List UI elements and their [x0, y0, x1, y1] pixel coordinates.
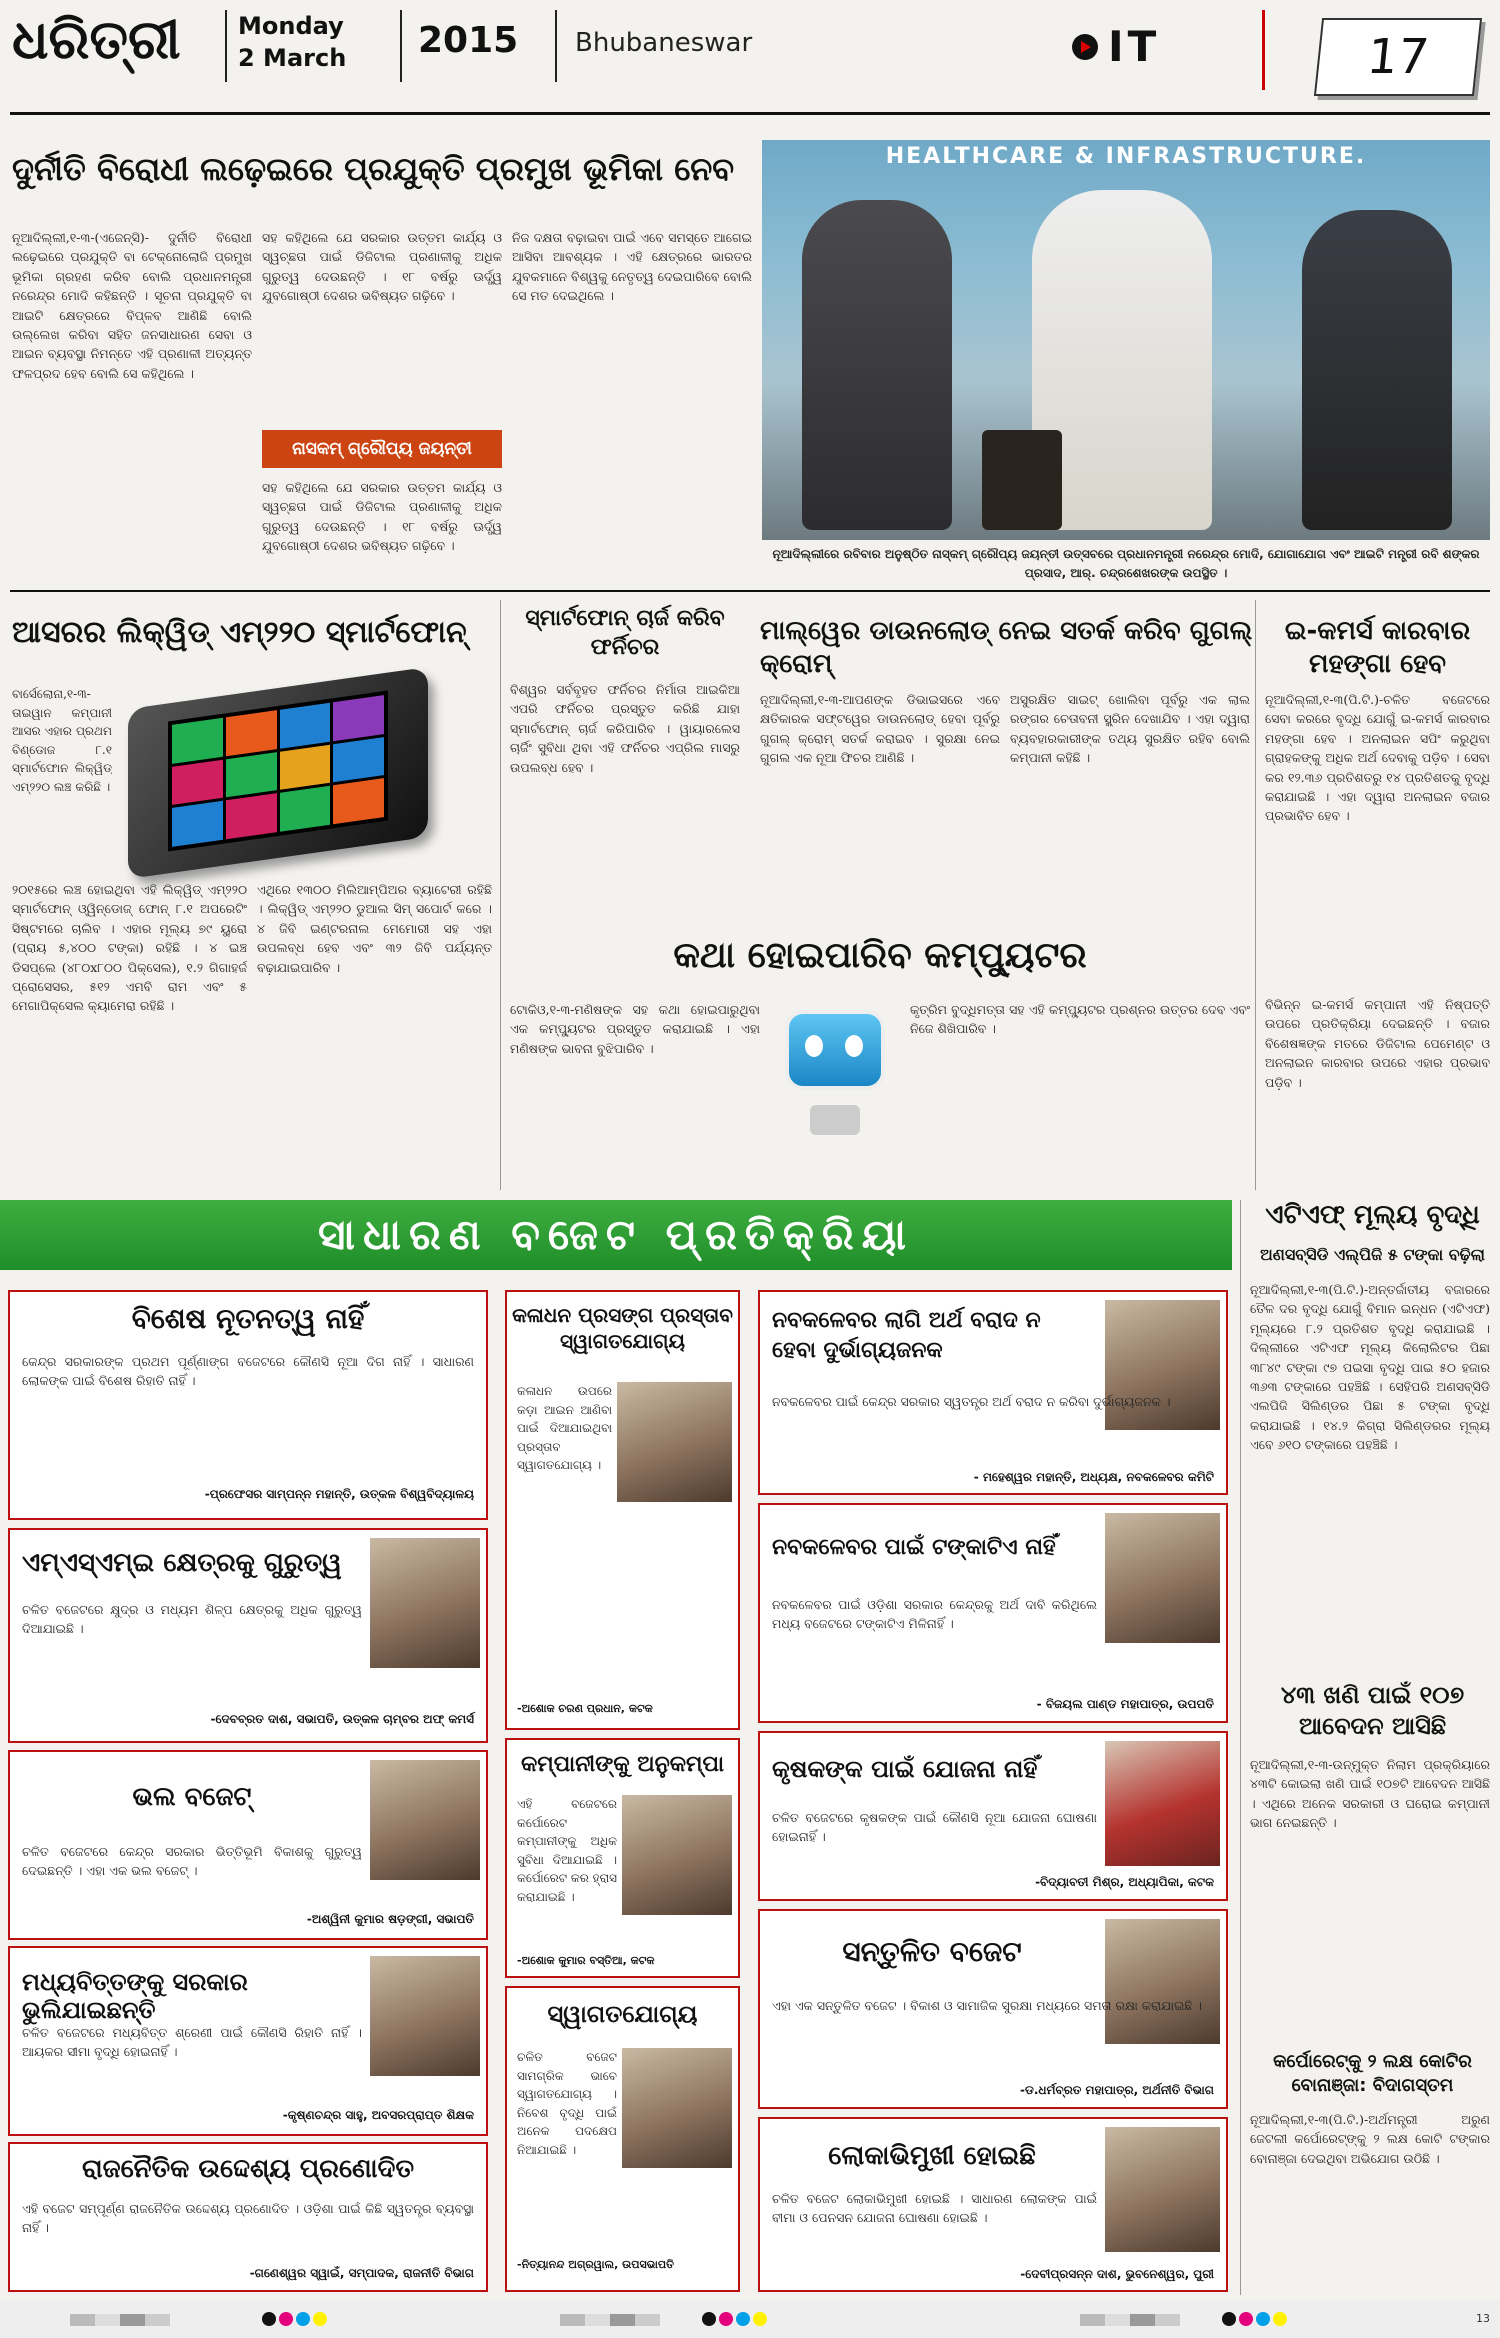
budget-item-body: ନବକଳେବର ପାଇଁ କେନ୍ଦ୍ର ସରକାର ସ୍ୱତନ୍ତ୍ର ଅର୍ଥ ବରାଦ ନ କରିବା ଦୁର୍ଭାଗ୍ୟଜନକ ।: [772, 1394, 1171, 1409]
masthead-date: 2 March: [238, 44, 347, 72]
liquid-side: ବାର୍ସେଲୋନା,୧-୩- ତାଇୱାନ କମ୍ପାନୀ ଆସର ଏହାର ପ୍ରଥମ ବିଣ୍ଡୋଜ ୮.୧ ସ୍ମାର୍ଟଫୋନ ଲିକ୍ୱିଡ୍ ଏମ୍୨୨୦ ଲଞ୍ଚ କରିଛି ।: [12, 687, 112, 794]
masthead: [0, 0, 1500, 115]
lead-col-3: ନିଜ ଦକ୍ଷତା ବଢ଼ାଇବା ପାଇଁ ଏବେ ସମସ୍ତେ ଆଗେଇ ଆସିବା ଆବଶ୍ୟକ । ଏହି କ୍ଷେତ୍ରରେ ଭାରତର ଯୁବକମାନେ ବିଶ୍ୱକୁ ନେତୃତ୍ୱ ଦେଇପାରିବେ ବୋଲି ସେ ମତ ଦେଇଥିଲେ ।: [512, 230, 752, 304]
budget-item-byline: -ପ୍ରଫେସର ସାମ୍ପନ୍ନ ମହାନ୍ତି, ଉତ୍କଳ ବିଶ୍ୱବିଦ୍ୟାଳୟ: [204, 1487, 474, 1501]
budget-item-4: [8, 1946, 488, 2136]
liquid-headline: ଆସରର ଲିକ୍ୱିଡ୍ ଏମ୍୨୨୦ ସ୍ମାର୍ଟଫୋନ୍: [12, 615, 467, 650]
budget-item-byline: -ଡ.ଧର୍ମବ୍ରତ ମହାପାତ୍ର, ଅର୍ଥନୀତି ବିଭାଗ: [1020, 2083, 1214, 2097]
budget-item-title: କମ୍ପାନୀଙ୍କୁ ଅନୁକମ୍ପା: [521, 1752, 724, 1777]
budget-item-title: ସନ୍ତୁଳିତ ବଜେଟ: [842, 1935, 1022, 1968]
lead-col-2: ସହ କହିଥିଲେ ଯେ ସରକାର ଉତ୍ତମ କାର୍ଯ୍ୟ ଓ ସ୍ୱଚ୍ଛତା ପାଇଁ ଡିଜିଟାଲ ପ୍ରଣାଳୀକୁ ଅଧିକ ଗୁରୁତ୍ୱ ଦେଉଛନ୍ତି । ୧୮ ବର୍ଷରୁ ଊର୍ଦ୍ଧ୍ୱ ଯୁବଗୋଷ୍ଠୀ ଦେଶର ଭବିଷ୍ୟତ ଗଢ଼ିବେ ।: [262, 230, 502, 304]
atf-subhead: ଅଣସବ୍ସିଡି ଏଲ୍ପିଜି ୫ ଟଙ୍କା ବଢ଼ିଲା: [1260, 1245, 1485, 1264]
apps-body: ନୂଆଦିଲ୍ଲୀ,୧-୩-ଉନ୍ମୁକ୍ତ ନିଲାମ ପ୍ରକ୍ରିୟାରେ ୪୩ଟି କୋଇଲା ଖଣି ପାଇଁ ୧୦୭ଟି ଆବେଦନ ଆସିଛି । ଏଥିରେ ଅନେକ ସରକାରୀ ଓ ଘରୋଇ କମ୍ପାନୀ ଭାଗ ନେଇଛନ୍ତି ।: [1250, 1757, 1490, 1831]
budget-item-3: [8, 1750, 488, 1940]
budget-item-title: ରାଜନୈତିକ ଉଦ୍ଦେଶ୍ୟ ପ୍ରଣୋଦିତ: [82, 2154, 414, 2184]
bonds-headline: କର୍ପୋରେଟ୍‌କୁ ୨ ଲକ୍ଷ କୋଟିର ବୋନାଞ୍ଜା: ବିଦାଗସ୍ତମ: [1273, 2051, 1472, 2097]
budget-item-byline: -ଅଶୋକ ଚରଣ ପ୍ରଧାନ, କଟକ: [517, 1702, 653, 1715]
budget-item-title: ଲୋକାଭିମୁଖୀ ହୋଇଛି: [828, 2141, 1036, 2171]
budget-item-photo: [1105, 1513, 1220, 1643]
ecommerce-body-2: ବିଭିନ୍ନ ଇ-କମର୍ସ କମ୍ପାନୀ ଏହି ନିଷ୍ପତ୍ତି ଉପରେ ପ୍ରତିକ୍ରିୟା ଦେଇଛନ୍ତି । ବଜାର ବିଶେଷଜ୍ଞଙ୍କ ମତରେ ଡିଜିଟାଲ ପେମେଣ୍ଟ ଓ ଅନଲାଇନ କାରବାର ଉପରେ ଏହାର ପ୍ରଭାବ ପଡ଼ିବ ।: [1265, 997, 1490, 1090]
logo: ଧରିତ୍ରୀ: [12, 8, 181, 71]
budget-item-5: [8, 2142, 488, 2292]
budget-item-body: ଚଳିତ ବଜେଟରେ ମଧ୍ୟବିତ୍ତ ଶ୍ରେଣୀ ପାଇଁ କୌଣସି ରିହାତି ନାହିଁ । ଆୟକର ସୀମା ବୃଦ୍ଧି ହୋଇନାହିଁ ।: [22, 2025, 362, 2060]
lead-photo: [762, 140, 1490, 540]
person-left: [802, 200, 952, 530]
budget-item-13: [758, 2117, 1228, 2292]
atf-headline: ଏଟିଏଫ୍ ମୂଲ୍ୟ ବୃଦ୍ଧି: [1265, 1200, 1480, 1230]
malware-body: ନୂଆଦିଲ୍ଲୀ,୧-୩-ଆପଣଙ୍କ ଡିଭାଇସରେ ଏବେ କ୍ଷତିକାରକ ସଫ୍ଟୱେର ଡାଉନଲୋଡ୍ ହେବା ପୂର୍ବରୁ ଗୁଗଲ୍ କ୍ରୋମ୍ ସତର୍କ କରାଇବ । ସୁରକ୍ଷା ନେଇ ଗୁଗଲ ଏକ ନୂଆ ଫିଚର ଆଣିଛି ।: [760, 692, 1000, 766]
atf-body: ନୂଆଦିଲ୍ଲୀ,୧-୩(ପି.ଟି.)-ଅନ୍ତର୍ଜାତୀୟ ବଜାରରେ ତୈଳ ଦର ବୃଦ୍ଧି ଯୋଗୁଁ ବିମାନ ଇନ୍ଧନ (ଏଟିଏଫ) ମୂଲ୍ୟରେ ୮.୨ ପ୍ରତିଶତ ବୃଦ୍ଧି କରାଯାଇଛି । ଦିଲ୍ଲୀରେ ଏଟିଏଫ ମୂଲ୍ୟ କିଲୋଲିଟର ପିଛା ୩୮୪୯ ଟଙ୍କା ୯୭ ପଇସା ବୃଦ୍ଧି ପାଇ ୫୦ ହଜାର ୩୬୩ ଟଙ୍କାରେ ପହଞ୍ଚିଛି । ସେହିପରି ଅଣସବ୍ସିଡି ଏଲପିଜି ସିଲିଣ୍ଡର ପିଛା ୫ ଟଙ୍କା ବୃଦ୍ଧି କରାଯାଇଛି । ୧୪.୨ କିଗ୍ରା ସିଲିଣ୍ଡରର ମୂଲ୍ୟ ଏବେ ୬୧୦ ଟଙ୍କାରେ ପହଞ୍ଚିଛି ।: [1250, 1282, 1490, 1452]
phone-screen: [168, 691, 388, 852]
budget-item-12: [758, 1909, 1228, 2109]
footer: [0, 2300, 1500, 2338]
budget-item-title: କୃଷକଙ୍କ ପାଇଁ ଯୋଜନା ନାହିଁ: [772, 1755, 1038, 1783]
budget-item-title: କଳାଧନ ପ୍ରସଙ୍ଗ ପ୍ରସ୍ତାବ ସ୍ୱାଗତଯୋଗ୍ୟ: [512, 1303, 733, 1353]
budget-item-body: ଏହା ଏକ ସନ୍ତୁଳିତ ବଜେଟ । ବିକାଶ ଓ ସାମାଜିକ ସୁରକ୍ଷା ମଧ୍ୟରେ ସମତା ରକ୍ଷା କରାଯାଇଛି ।: [772, 1998, 1202, 2013]
budget-item-photo: [622, 1795, 732, 1915]
budget-item-title: ମଧ୍ୟବିତ୍ତଙ୍କୁ ସରକାର ଭୁଲିଯାଇଛନ୍ତି: [22, 1968, 248, 2024]
apps-headline: ୪୩ ଖଣି ପାଇଁ ୧୦୭ ଆବେଦନ ଆସିଛି: [1280, 1681, 1465, 1741]
lead-photo-caption: ନୂଆଦିଲ୍ଲୀରେ ରବିବାର ଅନୁଷ୍ଠିତ ନାସ୍କମ୍ ଗ୍ରୌପ୍ୟ ଜୟନ୍ତୀ ଉତ୍ସବରେ ପ୍ରଧାନମନ୍ତ୍ରୀ ନରେନ୍ଦ୍ର ମୋଦି, ଯୋଗାଯୋଗ ଏବଂ ଆଇଟି ମନ୍ତ୍ରୀ ରବି ଶଙ୍କର ପ୍ରସାଦ, ଆର୍. ଚନ୍ଦ୍ରଶେଖରଙ୍କ ଉପସ୍ଥିତ ।: [772, 547, 1480, 580]
phone-image: [128, 667, 428, 879]
budget-item-title: ନବକଳେବର ପାଇଁ ଟଙ୍କାଟିଏ ନାହିଁ: [772, 1535, 1056, 1560]
budget-item-body: ଚଳିତ ବଜେଟରେ କେନ୍ଦ୍ର ସରକାର ଭିତ୍ତିଭୂମି ବିକାଶକୁ ଗୁରୁତ୍ୱ ଦେଇଛନ୍ତି । ଏହା ଏକ ଭଲ ବଜେଟ୍ ।: [22, 1844, 362, 1879]
stage-table: [982, 430, 1062, 530]
budget-item-body: ଚଳିତ ବଜେଟ ଲୋକାଭିମୁଖୀ ହୋଇଛି । ସାଧାରଣ ଲୋକଙ୍କ ପାଇଁ ବୀମା ଓ ପେନସନ ଯୋଜନା ଘୋଷଣା ହୋଇଛି ।: [772, 2191, 1097, 2226]
malware-headline: ମାଲ୍ୱେର ଡାଉନଲୋଡ୍ ନେଇ ସତର୍କ କରିବ ଗୁଗଲ୍ କ୍ରୋମ୍: [760, 616, 1253, 679]
bonds-body: ନୂଆଦିଲ୍ଲୀ,୧-୩(ପି.ଟି.)-ଅର୍ଥମନ୍ତ୍ରୀ ଅରୁଣ ଜେଟଲୀ କର୍ପୋରେଟ୍‌ଙ୍କୁ ୨ ଲକ୍ଷ କୋଟି ଟଙ୍କାର ବୋନାଞ୍ଜା ଦେଇଥିବା ଅଭିଯୋଗ ଉଠିଛି ।: [1250, 2112, 1490, 2166]
lead-quote-text: ନାସକମ୍ ଗ୍ରୌପ୍ୟ ଜୟନ୍ତୀ: [292, 439, 472, 459]
budget-item-body: ଚଳିତ ବଜେଟ ସାମଗ୍ରିକ ଭାବେ ସ୍ୱାଗତଯୋଗ୍ୟ । ନିବେଶ ବୃଦ୍ଧି ପାଇଁ ଅନେକ ପଦକ୍ଷେପ ନିଆଯାଇଛି ।: [517, 2050, 617, 2157]
budget-item-photo: [370, 1956, 480, 2076]
budget-item-title: ସ୍ୱାଗତଯୋଗ୍ୟ: [547, 2000, 698, 2028]
budget-item-title: ନବକଳେବର ଲାଗି ଅର୍ଥ ବରାଦ ନ ହେବା ଦୁର୍ଭାଗ୍ୟଜନକ: [772, 1308, 1041, 1363]
budget-item-byline: -ଦେବବ୍ରତ ଦାଶ, ସଭାପତି, ଉତ୍କଳ ଚାମ୍ବର ଅଫ୍ କମର୍ସ: [210, 1712, 474, 1726]
registration-marks-center: [560, 2314, 660, 2326]
budget-item-photo: [370, 1760, 480, 1880]
section-divider: [1262, 10, 1265, 90]
liquid-body-2: ଏଥିରେ ୧୩୦୦ ମିଲିଆମ୍ପିଅର ବ୍ୟାଟେରୀ ରହିଛି । ଲିକ୍ୱିଡ୍ ଏମ୍୨୨୦ ଡୁଆଲ ସିମ୍ ସପୋର୍ଟ କରେ । ୪ ଜିବି ଇଣ୍ଟରନାଲ ମେମୋରୀ ସହ ଏହା ଉପଲବ୍ଧ ହେବ ଏବଂ ୩୨ ଜିବି ପର୍ଯ୍ୟନ୍ତ ବଢ଼ାଯାଇପାରିବ ।: [257, 882, 492, 975]
budget-item-body: ଏହି ବଜେଟରେ କର୍ପୋରେଟ କମ୍ପାନୀଙ୍କୁ ଅଧିକ ସୁବିଧା ଦିଆଯାଇଛି । କର୍ପୋରେଟ କର ହ୍ରାସ କରାଯାଇଛି ।: [517, 1797, 617, 1904]
computer-body-2: କୃତ୍ରିମ ବୁଦ୍ଧିମତ୍ତା ସହ ଏହି କମ୍ପ୍ୟୁଟର ପ୍ରଶ୍ନର ଉତ୍ତର ଦେବ ଏବଂ ନିଜେ ଶିଖିପାରିବ ।: [910, 1002, 1250, 1037]
budget-banner-text: ସାଧାରଣ ବଜେଟ ପ୍ରତିକ୍ରିୟା: [318, 1210, 914, 1259]
play-icon: [1072, 34, 1098, 60]
page-number: 17: [1364, 29, 1432, 85]
budget-item-byline: - ମହେଶ୍ୱର ମହାନ୍ତି, ଅଧ୍ୟକ୍ଷ, ନବକଳେବର କମିଟି: [973, 1470, 1214, 1484]
budget-item-7: [505, 1738, 740, 1978]
budget-item-byline: -ଅଶୋକ କୁମାର ବସ୍ତିଆ, କଟକ: [517, 1954, 655, 1967]
registration-marks-left: [70, 2314, 170, 2326]
budget-item-body: ଏହି ବଜେଟ ସମ୍ପୂର୍ଣ୍ଣ ରାଜନୈତିକ ଉଦ୍ଦେଶ୍ୟ ପ୍ରଣୋଦିତ । ଓଡ଼ିଶା ପାଇଁ କିଛି ସ୍ୱତନ୍ତ୍ର ବ୍ୟବସ୍ଥା ନାହିଁ ।: [22, 2201, 474, 2236]
budget-item-body: କେନ୍ଦ୍ର ସରକାରଙ୍କ ପ୍ରଥମ ପୂର୍ଣ୍ଣାଙ୍ଗ ବଜେଟରେ କୌଣସି ନୂଆ ଦିଗ ନାହିଁ । ସାଧାରଣ ଲୋକଙ୍କ ପାଇଁ ବିଶେଷ ରିହାତି ନାହିଁ ।: [22, 1354, 474, 1389]
budget-item-byline: -ଗଣେଶ୍ୱର ସ୍ୱାଇଁ, ସମ୍ପାଦକ, ରାଜନୀତି ବିଭାଗ: [249, 2266, 474, 2280]
computer-headline: କଥା ହୋଇପାରିବ କମ୍ପ୍ୟୁଟର: [673, 935, 1087, 976]
budget-item-photo: [370, 1538, 480, 1668]
budget-item-title: ଭଲ ବଜେଟ୍: [132, 1782, 252, 1812]
ecommerce-headline: ଇ-କମର୍ସ କାରବାର ମହଙ୍ଗା ହେବ: [1284, 616, 1471, 679]
masthead-day: Monday: [238, 12, 344, 40]
budget-item-photo: [1105, 1741, 1220, 1866]
registration-marks-right: [1080, 2314, 1180, 2326]
budget-item-byline: -ବିଦ୍ୟାବତୀ ମିଶ୍ର, ଅଧ୍ୟାପିକା, କଟକ: [1035, 1875, 1214, 1889]
budget-item-byline: - ବିଜୟଲ ପାଣ୍ଡ ମହାପାତ୍ର, ଉପପତି: [1036, 1697, 1214, 1711]
section-label: IT: [1108, 22, 1161, 71]
ecommerce-body: ନୂଆଦିଲ୍ଲୀ,୧-୩(ପି.ଟି.)-ଚଳିତ ବଜେଟରେ ସେବା କରରେ ବୃଦ୍ଧି ଯୋଗୁଁ ଇ-କମର୍ସ କାରବାର ମହଙ୍ଗା ହେବ । ଅନଲାଇନ ସପିଂ କରୁଥିବା ଗ୍ରାହକଙ୍କୁ ଅଧିକ ଅର୍ଥ ଦେବାକୁ ପଡ଼ିବ । ସେବା କର ୧୨.୩୬ ପ୍ରତିଶତରୁ ୧୪ ପ୍ରତିଶତକୁ ବୃଦ୍ଧି କରାଯାଇଛି । ଏହା ଦ୍ୱାରା ଅନଲାଇନ ବଜାର ପ୍ରଭାବିତ ହେବ ।: [1265, 692, 1490, 824]
computer-body: ଟୋକିଓ,୧-୩-ମଣିଷଙ୍କ ସହ କଥା ହୋଇପାରୁଥିବା ଏକ କମ୍ପ୍ୟୁଟର ପ୍ରସ୍ତୁତ କରାଯାଇଛି । ଏହା ମଣିଷଙ୍କ ଭାବନା ବୁଝିପାରିବ ।: [510, 1002, 760, 1056]
person-right: [1302, 210, 1452, 530]
page-number-box: [1314, 18, 1482, 96]
budget-item-photo: [1105, 2127, 1220, 2252]
masthead-city: Bhubaneswar: [575, 28, 753, 58]
lead-col-1: ନୂଆଦିଲ୍ଲୀ,୧-୩-(ଏଜେନ୍ସି)- ଦୁର୍ନୀତି ବିରୋଧୀ ଲଢ଼େଇରେ ପ୍ରଯୁକ୍ତି ବା ଟେକ୍ନୋଲୋଜି ପ୍ରମୁଖ ଭୂମିକା ଗ୍ରହଣ କରିବ ବୋଲି ପ୍ରଧାନମନ୍ତ୍ରୀ ନରେନ୍ଦ୍ର ମୋଦି କହିଛନ୍ତି । ସୂଚନା ପ୍ରଯୁକ୍ତି ବା ଆଇଟି କ୍ଷେତ୍ରରେ ବିପ୍ଳବ ଆଣିଛି ବୋଲି ଉଲ୍ଲେଖ କରିବା ସହିତ ଜନସାଧାରଣ ସେବା ଓ ଆଇନ ବ୍ୟବସ୍ଥା ନିମନ୍ତେ ଏହି ପ୍ରଣାଳୀ ଅତ୍ୟନ୍ତ ଫଳପ୍ରଦ ହେବ ବୋଲି ସେ କହିଥିଲେ ।: [12, 230, 252, 381]
budget-item-photo: [622, 2048, 732, 2168]
photo-banner-text: HEALTHCARE & INFRASTRUCTURE.: [885, 144, 1367, 169]
budget-item-6: [505, 1290, 740, 1730]
lead-col-2b: ସହ କହିଥିଲେ ଯେ ସରକାର ଉତ୍ତମ କାର୍ଯ୍ୟ ଓ ସ୍ୱଚ୍ଛତା ପାଇଁ ଡିଜିଟାଲ ପ୍ରଣାଳୀକୁ ଅଧିକ ଗୁରୁତ୍ୱ ଦେଉଛନ୍ତି । ୧୮ ବର୍ଷରୁ ଊର୍ଦ୍ଧ୍ୱ ଯୁବଗୋଷ୍ଠୀ ଦେଶର ଭବିଷ୍ୟତ ଗଢ଼ିବେ ।: [262, 480, 502, 554]
charger-body: ବିଶ୍ୱର ସର୍ବବୃହତ ଫର୍ନିଚର ନିର୍ମାତା ଆଇକିଆ ଏପରି ଫର୍ନିଚର ପ୍ରସ୍ତୁତ କରିଛି ଯାହା ସ୍ମାର୍ଟଫୋନ୍ ଚାର୍ଜ କରିପାରିବ । ୱାୟାରଲେସ ଚାର୍ଜିଂ ସୁବିଧା ଥିବା ଏହି ଫର୍ନିଚର ଏପ୍ରିଲ ମାସରୁ ଉପଲବ୍ଧ ହେବ ।: [510, 682, 740, 775]
budget-item-11: [758, 1731, 1228, 1901]
budget-item-byline: -ଦେବୀପ୍ରସନ୍ନ ଦାଶ, ଭୁବନେଶ୍ୱର, ପୁରୀ: [1020, 2267, 1214, 2281]
lead-headline: ଦୁର୍ନୀତି ବିରୋଧୀ ଲଢ଼େଇରେ ପ୍ରଯୁକ୍ତି ପ୍ରମୁଖ ଭୂମିକା ନେବ: [12, 150, 735, 188]
budget-item-byline: -ଅଶ୍ୱିନୀ କୁମାର ଷଡ଼ଙ୍ଗୀ, ସଭାପତି: [306, 1912, 474, 1926]
budget-item-1: [8, 1290, 488, 1520]
budget-item-10: [758, 1503, 1228, 1723]
masthead-year: 2015: [418, 20, 519, 61]
budget-item-9: [758, 1290, 1228, 1495]
budget-item-2: [8, 1528, 488, 1743]
budget-banner: [0, 1200, 1232, 1270]
robot-computer-image: [770, 1000, 900, 1150]
lead-quote: [262, 430, 502, 468]
charger-headline: ସ୍ମାର୍ଟଫୋନ୍ ଚାର୍ଜ କରିବ ଫର୍ନିଚର: [525, 606, 725, 660]
color-bar-1: [262, 2312, 332, 2326]
budget-item-title: ଏମ୍ଏସ୍ଏମ୍ଇ କ୍ଷେତ୍ରକୁ ଗୁରୁତ୍ୱ: [22, 1548, 342, 1578]
color-bar-2: [702, 2312, 772, 2326]
budget-item-byline: -କୃଷ୍ଣଚନ୍ଦ୍ର ସାହୁ, ଅବସରପ୍ରାପ୍ତ ଶିକ୍ଷକ: [282, 2108, 474, 2122]
malware-body-2: ଅସୁରକ୍ଷିତ ସାଇଟ୍ ଖୋଲିବା ପୂର୍ବରୁ ଏକ ଲାଲ ରଙ୍ଗର ଚେତାବନୀ ସ୍କ୍ରିନ ଦେଖାଯିବ । ଏହା ଦ୍ୱାରା ବ୍ୟବହାରକାରୀଙ୍କ ତଥ୍ୟ ସୁରକ୍ଷିତ ରହିବ ବୋଲି କମ୍ପାନୀ କହିଛି ।: [1010, 692, 1250, 766]
liquid-body: ୨୦୧୫ରେ ଲଞ୍ଚ ହୋଇଥିବା ଏହି ଲିକ୍ୱିଡ୍ ଏମ୍୨୨୦ ସ୍ମାର୍ଟଫୋନ୍ ଓ୍ୱିନ୍ଡୋଜ୍ ଫୋନ୍ ୮.୧ ଅପରେଟିଂ ସିଷ୍ଟମରେ ଚାଲିବ । ଏହାର ମୂଲ୍ୟ ୭୯ ୟୁରୋ (ପ୍ରାୟ ୫,୪୦୦ ଟଙ୍କା) ରହିଛି । ୪ ଇଞ୍ଚ ଡିସପ୍ଲେ (୪୮୦x୮୦୦ ପିକ୍ସେଲ), ୧.୨ ଗିଗାହର୍ଜ ପ୍ରୋସେସର, ୫୧୨ ଏମବି ରାମ ଏବଂ ୫ ମେଗାପିକ୍ସେଲ କ୍ୟାମେରା ରହିଛି ।: [12, 882, 247, 1014]
color-bar-3: [1222, 2312, 1292, 2326]
budget-item-body: ଚଳିତ ବଜେଟରେ କୃଷକଙ୍କ ପାଇଁ କୌଣସି ନୂଆ ଯୋଜନା ଘୋଷଣା ହୋଇନାହିଁ ।: [772, 1810, 1097, 1845]
budget-item-title: ବିଶେଷ ନୂତନତ୍ୱ ନାହିଁ: [131, 1302, 365, 1335]
budget-item-body: କଳାଧନ ଉପରେ କଡ଼ା ଆଇନ ଆଣିବା ପାଇଁ ଦିଆଯାଇଥିବା ପ୍ରସ୍ତାବ ସ୍ୱାଗତଯୋଗ୍ୟ ।: [517, 1384, 612, 1473]
budget-item-photo: [617, 1382, 732, 1502]
footer-folio: 13: [1476, 2312, 1490, 2325]
budget-item-body: ଚଳିତ ବଜେଟରେ କ୍ଷୁଦ୍ର ଓ ମଧ୍ୟମ ଶିଳ୍ପ କ୍ଷେତ୍ରକୁ ଅଧିକ ଗୁରୁତ୍ୱ ଦିଆଯାଇଛି ।: [22, 1602, 362, 1637]
budget-item-byline: -ନିତ୍ୟାନନ୍ଦ ଅଗ୍ରୱାଲ, ଉପସଭାପତି: [517, 2258, 674, 2271]
budget-item-8: [505, 1986, 740, 2292]
budget-item-body: ନବକଳେବର ପାଇଁ ଓଡ଼ିଶା ସରକାର କେନ୍ଦ୍ରକୁ ଅର୍ଥ ଦାବି କରିଥିଲେ ମଧ୍ୟ ବଜେଟରେ ଟଙ୍କାଟିଏ ମିଳିନାହିଁ ।: [772, 1597, 1097, 1632]
